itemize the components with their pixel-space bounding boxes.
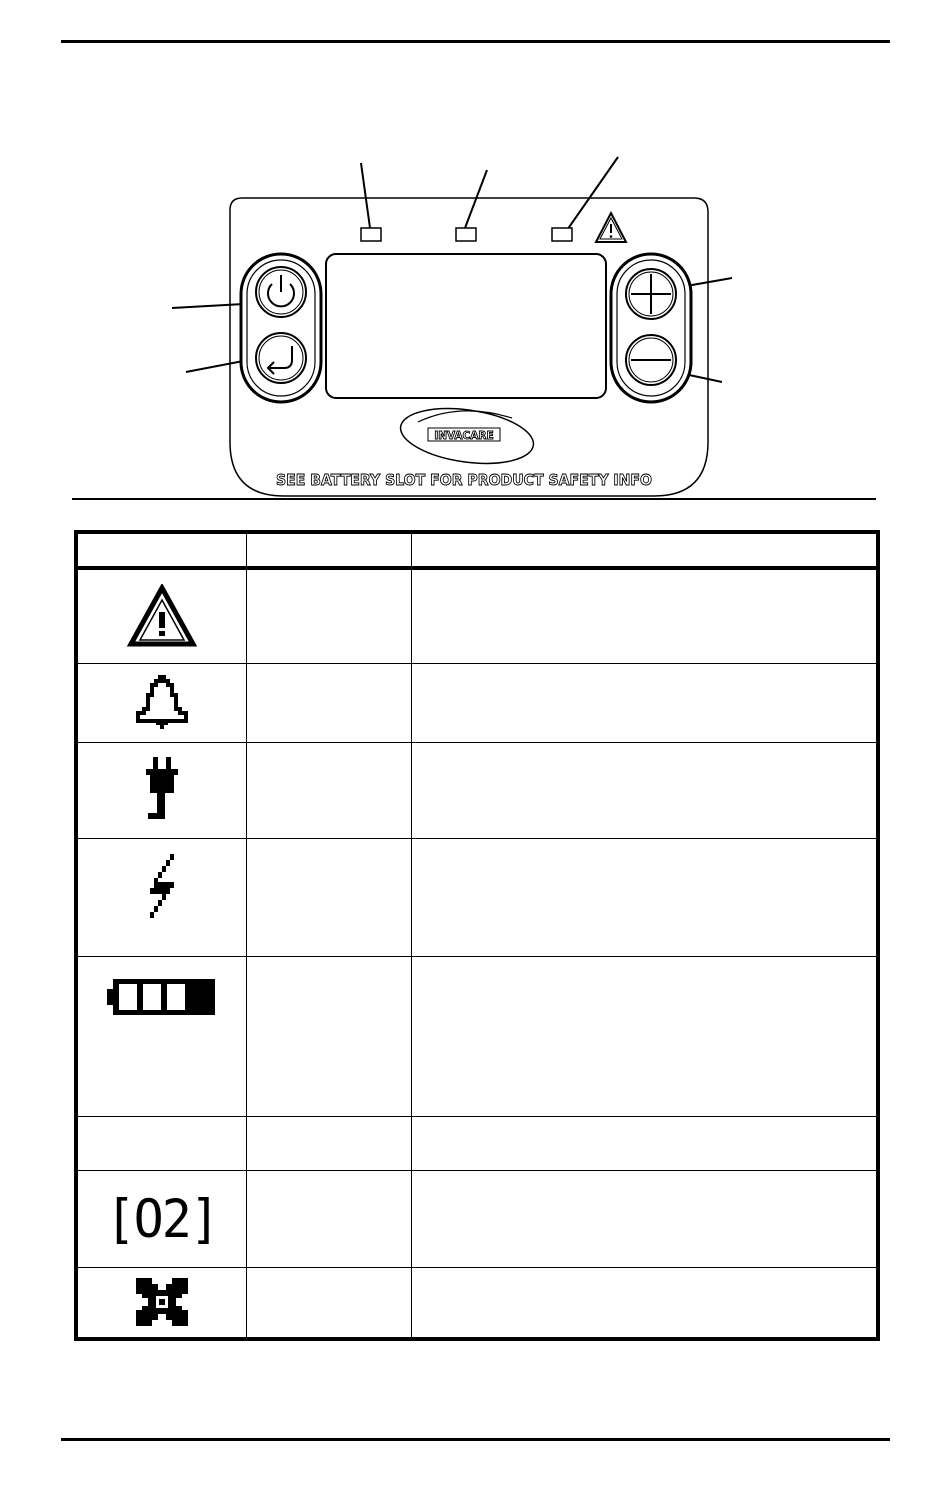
panel-footer-text: SEE BATTERY SLOT FOR PRODUCT SAFETY INFO — [276, 471, 652, 489]
power-button[interactable] — [256, 267, 306, 317]
indicator-light-1 — [361, 228, 381, 241]
symbol-cell — [76, 568, 246, 663]
control-panel-figure — [0, 0, 950, 520]
symbol-name — [246, 663, 411, 742]
symbol-cell — [76, 663, 246, 742]
svg-text:INVACARE: INVACARE — [434, 430, 494, 442]
ac-plug-icon — [142, 755, 182, 825]
table-row — [76, 663, 878, 742]
symbol-name — [246, 742, 411, 838]
indicator-light-2 — [456, 228, 476, 241]
table-row — [76, 1170, 878, 1267]
indicator-light-alert — [552, 228, 572, 241]
table-row — [76, 1267, 878, 1339]
symbol-description — [411, 1170, 878, 1267]
enter-button[interactable] — [256, 333, 306, 383]
symbol-description — [411, 663, 878, 742]
header-symbol — [76, 532, 246, 568]
header-description — [411, 532, 878, 568]
symbol-cell — [76, 742, 246, 838]
symbol-cell — [76, 956, 246, 1116]
o2-indicator-icon: [O2] — [105, 1188, 218, 1249]
charging-bolt-icon — [142, 850, 182, 930]
table-row — [76, 742, 878, 838]
bottom-rule — [61, 1438, 890, 1441]
table-row — [76, 838, 878, 956]
symbol-description — [411, 956, 878, 1116]
symbol-description — [411, 1267, 878, 1339]
fan-icon — [134, 1276, 190, 1328]
symbol-name — [246, 1267, 411, 1339]
symbol-name — [246, 838, 411, 956]
symbol-description — [411, 742, 878, 838]
symbol-description — [411, 838, 878, 956]
symbol-cell — [76, 1170, 246, 1267]
symbol-name — [246, 568, 411, 663]
alarm-bell-icon — [130, 673, 194, 733]
plus-button[interactable] — [626, 269, 676, 319]
lcd-display — [326, 254, 606, 398]
symbol-description — [411, 1116, 878, 1170]
symbol-table — [74, 530, 880, 1341]
symbol-description — [411, 568, 878, 663]
minus-button[interactable] — [626, 335, 676, 385]
table-row — [76, 568, 878, 663]
table-header-row — [76, 532, 878, 568]
table-row — [76, 1116, 878, 1170]
header-name — [246, 532, 411, 568]
symbol-cell — [76, 1267, 246, 1339]
symbol-cell — [76, 838, 246, 956]
symbol-cell — [76, 1116, 246, 1170]
symbol-name — [246, 1116, 411, 1170]
warning-triangle-icon — [127, 584, 197, 648]
symbol-name — [246, 1170, 411, 1267]
symbol-name — [246, 956, 411, 1116]
table-row — [76, 956, 878, 1116]
battery-level-icon — [107, 977, 217, 1017]
